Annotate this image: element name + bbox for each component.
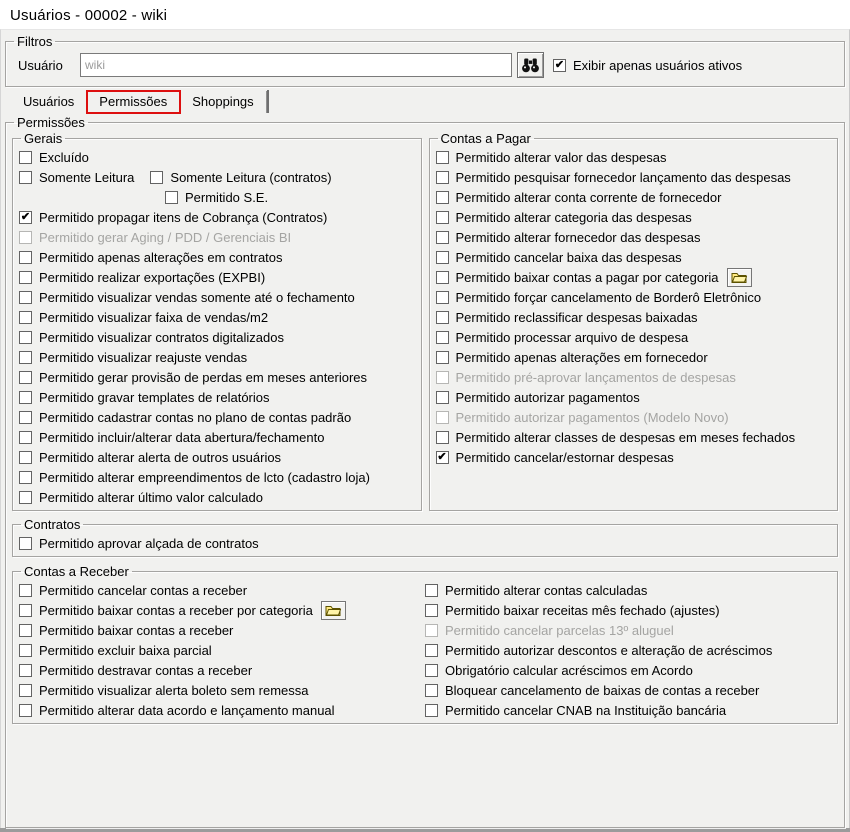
checkbox[interactable] [425,684,438,697]
checkbox-item [19,230,291,245]
checkbox-row [19,487,415,507]
filters-legend: Filtros [17,34,53,49]
checkbox-item [19,430,324,445]
checkbox [19,231,32,244]
checkbox[interactable] [436,331,449,344]
checkbox-row [19,407,415,427]
checkbox-label: Permitido baixar contas a receber por categoria [39,602,313,618]
checkbox-item [436,190,722,205]
checkbox-label: Permitido baixar contas a pagar por categoria [455,269,719,285]
active-only-checkbox[interactable]: ✔ [554,58,565,71]
checkbox-item [19,643,212,658]
checkbox[interactable] [19,411,32,424]
checkbox-label: Excluído [39,149,89,165]
checkbox-row [19,347,415,367]
contratos-group [12,517,838,557]
checkbox-row [19,167,415,187]
checkbox-row [19,680,425,700]
checkbox-item [19,310,268,325]
checkbox[interactable] [19,537,32,550]
contas-pagar-legend: Contas a Pagar [440,131,531,146]
checkbox-label: Permitido gravar templates de relatórios [39,389,270,405]
checkbox-label: Obrigatório calcular acréscimos em Acordo [445,662,693,678]
checkbox-label: Permitido cancelar baixa das despesas [455,249,682,265]
checkbox-row [19,467,415,487]
checkbox-item [436,268,752,287]
checkbox[interactable] [436,431,449,444]
checkbox[interactable] [436,211,449,224]
folder-icon [731,271,747,283]
tab-usuarios[interactable]: Usuários [11,91,87,113]
checkbox-row [425,660,831,680]
checkbox-item [425,683,759,698]
checkbox[interactable]: ✔ [20,210,31,223]
checkbox-row [436,447,832,467]
checkbox-item [19,490,263,505]
checkbox[interactable] [436,351,449,364]
checkbox-item [19,150,89,165]
checkbox-label: Permitido gerar Aging / PDD / Gerenciais BI [39,229,292,245]
checkbox[interactable] [19,291,32,304]
checkbox-item [19,390,270,405]
checkbox-label: Permitido gerar provisão de perdas em meses anteriores [39,369,368,385]
checkbox-row [19,307,415,327]
permissions-legend: Permissões [17,115,85,130]
checkbox-label: Permitido visualizar reajuste vendas [39,349,248,365]
checkbox-label: Permitido cancelar CNAB na Instituição bancária [445,702,727,718]
checkbox-row [436,327,832,347]
checkbox-item [436,170,791,185]
checkbox-item [19,410,351,425]
checkbox[interactable] [19,704,32,717]
checkbox-row [19,187,415,207]
checkbox-row [19,207,415,227]
checkbox-label: Somente Leitura (contratos) [170,169,332,185]
checkbox-item [19,663,252,678]
checkbox-item [436,250,682,265]
checkbox-item [436,450,674,465]
checkbox-row [19,580,425,600]
checkbox-item [436,310,698,325]
checkbox-label: Permitido cadastrar contas no plano de contas padrão [39,409,352,425]
checkbox-label: Bloquear cancelamento de baixas de contas a receber [445,682,760,698]
checkbox-label: Permitido cancelar parcelas 13º aluguel [445,622,674,638]
checkbox [425,624,438,637]
checkbox-row [436,307,832,327]
checkbox-item [425,583,647,598]
checkbox-label: Permitido pesquisar fornecedor lançamento das despesas [455,169,791,185]
checkbox-row [425,600,831,620]
checkbox-item [165,190,268,205]
checkbox-label: Permitido forçar cancelamento de Borderô Eletrônico [455,289,762,305]
checkbox[interactable] [19,331,32,344]
checkbox-item [436,150,667,165]
checkbox-item [19,703,335,718]
checkbox-label: Permitido alterar alerta de outros usuários [39,449,282,465]
checkbox [436,371,449,384]
folder-button[interactable] [321,601,346,620]
checkbox-item [425,603,720,618]
checkbox-row [19,327,415,347]
checkbox-item [19,470,370,485]
checkbox-row [436,407,832,427]
checkbox-item [19,350,247,365]
checkbox[interactable] [436,291,449,304]
checkbox-row [19,247,415,267]
checkbox-row [19,367,415,387]
checkbox-item [436,430,796,445]
checkbox-item [19,370,367,385]
checkbox-label: Permitido processar arquivo de despesa [455,329,689,345]
checkbox-label: Somente Leitura [39,169,135,185]
checkbox-label: Permitido cancelar contas a receber [39,582,248,598]
checkbox-label: Permitido alterar data acordo e lançamento manual [39,702,335,718]
checkbox-label: Permitido incluir/alterar data abertura/fechamento [39,429,325,445]
checkbox-label: Permitido visualizar faixa de vendas/m2 [39,309,269,325]
checkbox-row [436,147,832,167]
checkbox-item [19,583,247,598]
checkbox-label: Permitido autorizar descontos e alteração de acréscimos [445,642,773,658]
checkbox-label: Permitido alterar valor das despesas [455,149,667,165]
checkbox-item [436,370,736,385]
checkbox [436,411,449,424]
checkbox[interactable] [19,271,32,284]
checkbox-row [436,367,832,387]
checkbox-item [436,330,689,345]
checkbox[interactable] [19,664,32,677]
checkbox-label: Permitido aprovar alçada de contratos [39,535,259,551]
window-bottom-edge [0,828,850,832]
checkbox-label: Permitido alterar categoria das despesas [455,209,692,225]
gerais-legend: Gerais [24,131,63,146]
form-area [0,29,850,828]
checkbox[interactable] [436,271,449,284]
binoculars-icon [521,58,540,73]
checkbox-item [19,250,283,265]
checkbox-row [436,187,832,207]
checkbox[interactable] [436,151,449,164]
checkbox[interactable] [19,171,32,184]
checkbox-row [436,207,832,227]
checkbox-row [19,387,415,407]
checkbox[interactable] [436,311,449,324]
tab-shoppings[interactable]: Shoppings [180,91,266,113]
checkbox-label: Permitido alterar empreendimentos de lcto (cadastro loja) [39,469,370,485]
contas-receber-group [12,564,838,724]
checkbox-label: Permitido visualizar alerta boleto sem remessa [39,682,309,698]
checkbox-item [19,601,346,620]
checkbox-row [19,640,425,660]
checkbox-label: Permitido autorizar pagamentos (Modelo Novo) [455,409,729,425]
checkbox-label: Permitido reclassificar despesas baixadas [455,309,698,325]
checkbox-label: Permitido apenas alterações em contratos [39,249,283,265]
checkbox[interactable] [425,664,438,677]
checkbox-label: Permitido alterar conta corrente de fornecedor [455,189,722,205]
checkbox-label: Permitido propagar itens de Cobrança (Contratos) [39,209,328,225]
user-label: Usuário [18,57,63,73]
checkbox-item [425,663,693,678]
checkbox-item [19,683,309,698]
checkbox[interactable] [19,584,32,597]
checkbox-item [436,290,762,305]
checkbox[interactable] [19,644,32,657]
checkbox[interactable] [425,644,438,657]
checkbox-row [19,267,415,287]
checkbox-label: Permitido alterar último valor calculado [39,489,263,505]
checkbox-label: Permitido baixar contas a receber [39,622,234,638]
checkbox-item [19,210,327,225]
checkbox-label: Permitido S.E. [185,189,269,205]
checkbox-row [425,620,831,640]
gerais-group [12,131,422,511]
checkbox-row [425,580,831,600]
checkbox-row [436,167,832,187]
checkbox-row [425,680,831,700]
checkbox-item [19,623,233,638]
checkbox-label: Permitido pré-aprovar lançamentos de despesas [455,369,736,385]
checkbox-label: Permitido cancelar/estornar despesas [455,449,674,465]
active-only-label: Exibir apenas usuários ativos [573,57,743,73]
checkbox-row [19,287,415,307]
checkbox-label: Permitido alterar classes de despesas em meses fechados [455,429,796,445]
checkbox-row [436,287,832,307]
checkbox-label: Permitido apenas alterações em fornecedor [455,349,708,365]
checkbox-label: Permitido baixar receitas mês fechado (ajustes) [445,602,720,618]
permissions-group [5,115,845,828]
checkbox-row [436,387,832,407]
checkbox[interactable] [19,391,32,404]
tab-end-divider [267,90,269,113]
folder-icon [325,604,341,616]
checkbox-row [436,427,832,447]
checkbox-row [19,533,831,553]
checkbox[interactable] [19,351,32,364]
checkbox-row [19,700,425,720]
checkbox-row [19,660,425,680]
contratos-legend: Contratos [24,517,81,532]
checkbox-label: Permitido alterar fornecedor das despesas [455,229,701,245]
checkbox-label: Permitido excluir baixa parcial [39,642,212,658]
checkbox-label: Permitido visualizar contratos digitalizados [39,329,284,345]
checkbox-item [150,170,331,185]
user-input[interactable] [80,53,512,77]
checkbox[interactable] [436,171,449,184]
checkbox-item [425,643,772,658]
tab-permissoes[interactable]: Permissões [87,91,180,113]
checkbox[interactable] [19,431,32,444]
checkbox[interactable] [436,391,449,404]
checkbox-item [436,350,708,365]
checkbox[interactable] [150,171,163,184]
checkbox[interactable] [436,231,449,244]
checkbox[interactable] [436,251,449,264]
checkbox[interactable] [19,624,32,637]
checkbox-row [425,700,831,720]
contas-pagar-group [429,131,839,511]
checkbox[interactable] [19,451,32,464]
checkbox-label: Permitido alterar contas calculadas [445,582,648,598]
checkbox-item [425,703,726,718]
checkbox[interactable] [19,491,32,504]
checkbox[interactable] [165,191,178,204]
checkbox-row [19,447,415,467]
checkbox-item [19,536,259,551]
filters-group [5,34,845,87]
folder-button[interactable] [727,268,752,287]
checkbox-row [19,227,415,247]
checkbox-row [436,227,832,247]
checkbox-item [436,210,692,225]
checkbox[interactable] [19,684,32,697]
checkbox-item [436,390,640,405]
checkbox-row [436,247,832,267]
checkbox[interactable] [19,471,32,484]
checkbox-label: Permitido autorizar pagamentos [455,389,640,405]
checkbox-label: Permitido visualizar vendas somente até o fechamento [39,289,355,305]
checkbox-item [19,330,284,345]
checkbox-item [425,623,674,638]
checkbox[interactable] [19,604,32,617]
checkbox[interactable] [19,311,32,324]
checkbox[interactable] [436,191,449,204]
checkbox-row [19,620,425,640]
checkbox[interactable] [425,584,438,597]
search-button[interactable] [517,52,544,78]
checkbox[interactable] [19,371,32,384]
checkbox-item [19,450,281,465]
checkbox[interactable] [19,251,32,264]
checkbox-row [19,147,415,167]
checkbox-item [19,290,355,305]
checkbox[interactable] [425,704,438,717]
checkbox-item [436,410,729,425]
checkbox-row [436,267,832,287]
checkbox-row [425,640,831,660]
checkbox-label: Permitido destravar contas a receber [39,662,253,678]
window-title: Usuários - 00002 - wiki [0,0,850,29]
checkbox-label: Permitido realizar exportações (EXPBI) [39,269,266,285]
checkbox[interactable] [19,151,32,164]
tab-bar [5,87,845,115]
checkbox-item [19,170,134,185]
checkbox-item [436,230,701,245]
checkbox-row [19,427,415,447]
checkbox[interactable] [425,604,438,617]
contas-receber-legend: Contas a Receber [24,564,129,579]
checkbox-row [19,600,425,620]
checkbox[interactable]: ✔ [437,450,447,463]
checkbox-item [19,270,265,285]
checkbox-row [436,347,832,367]
